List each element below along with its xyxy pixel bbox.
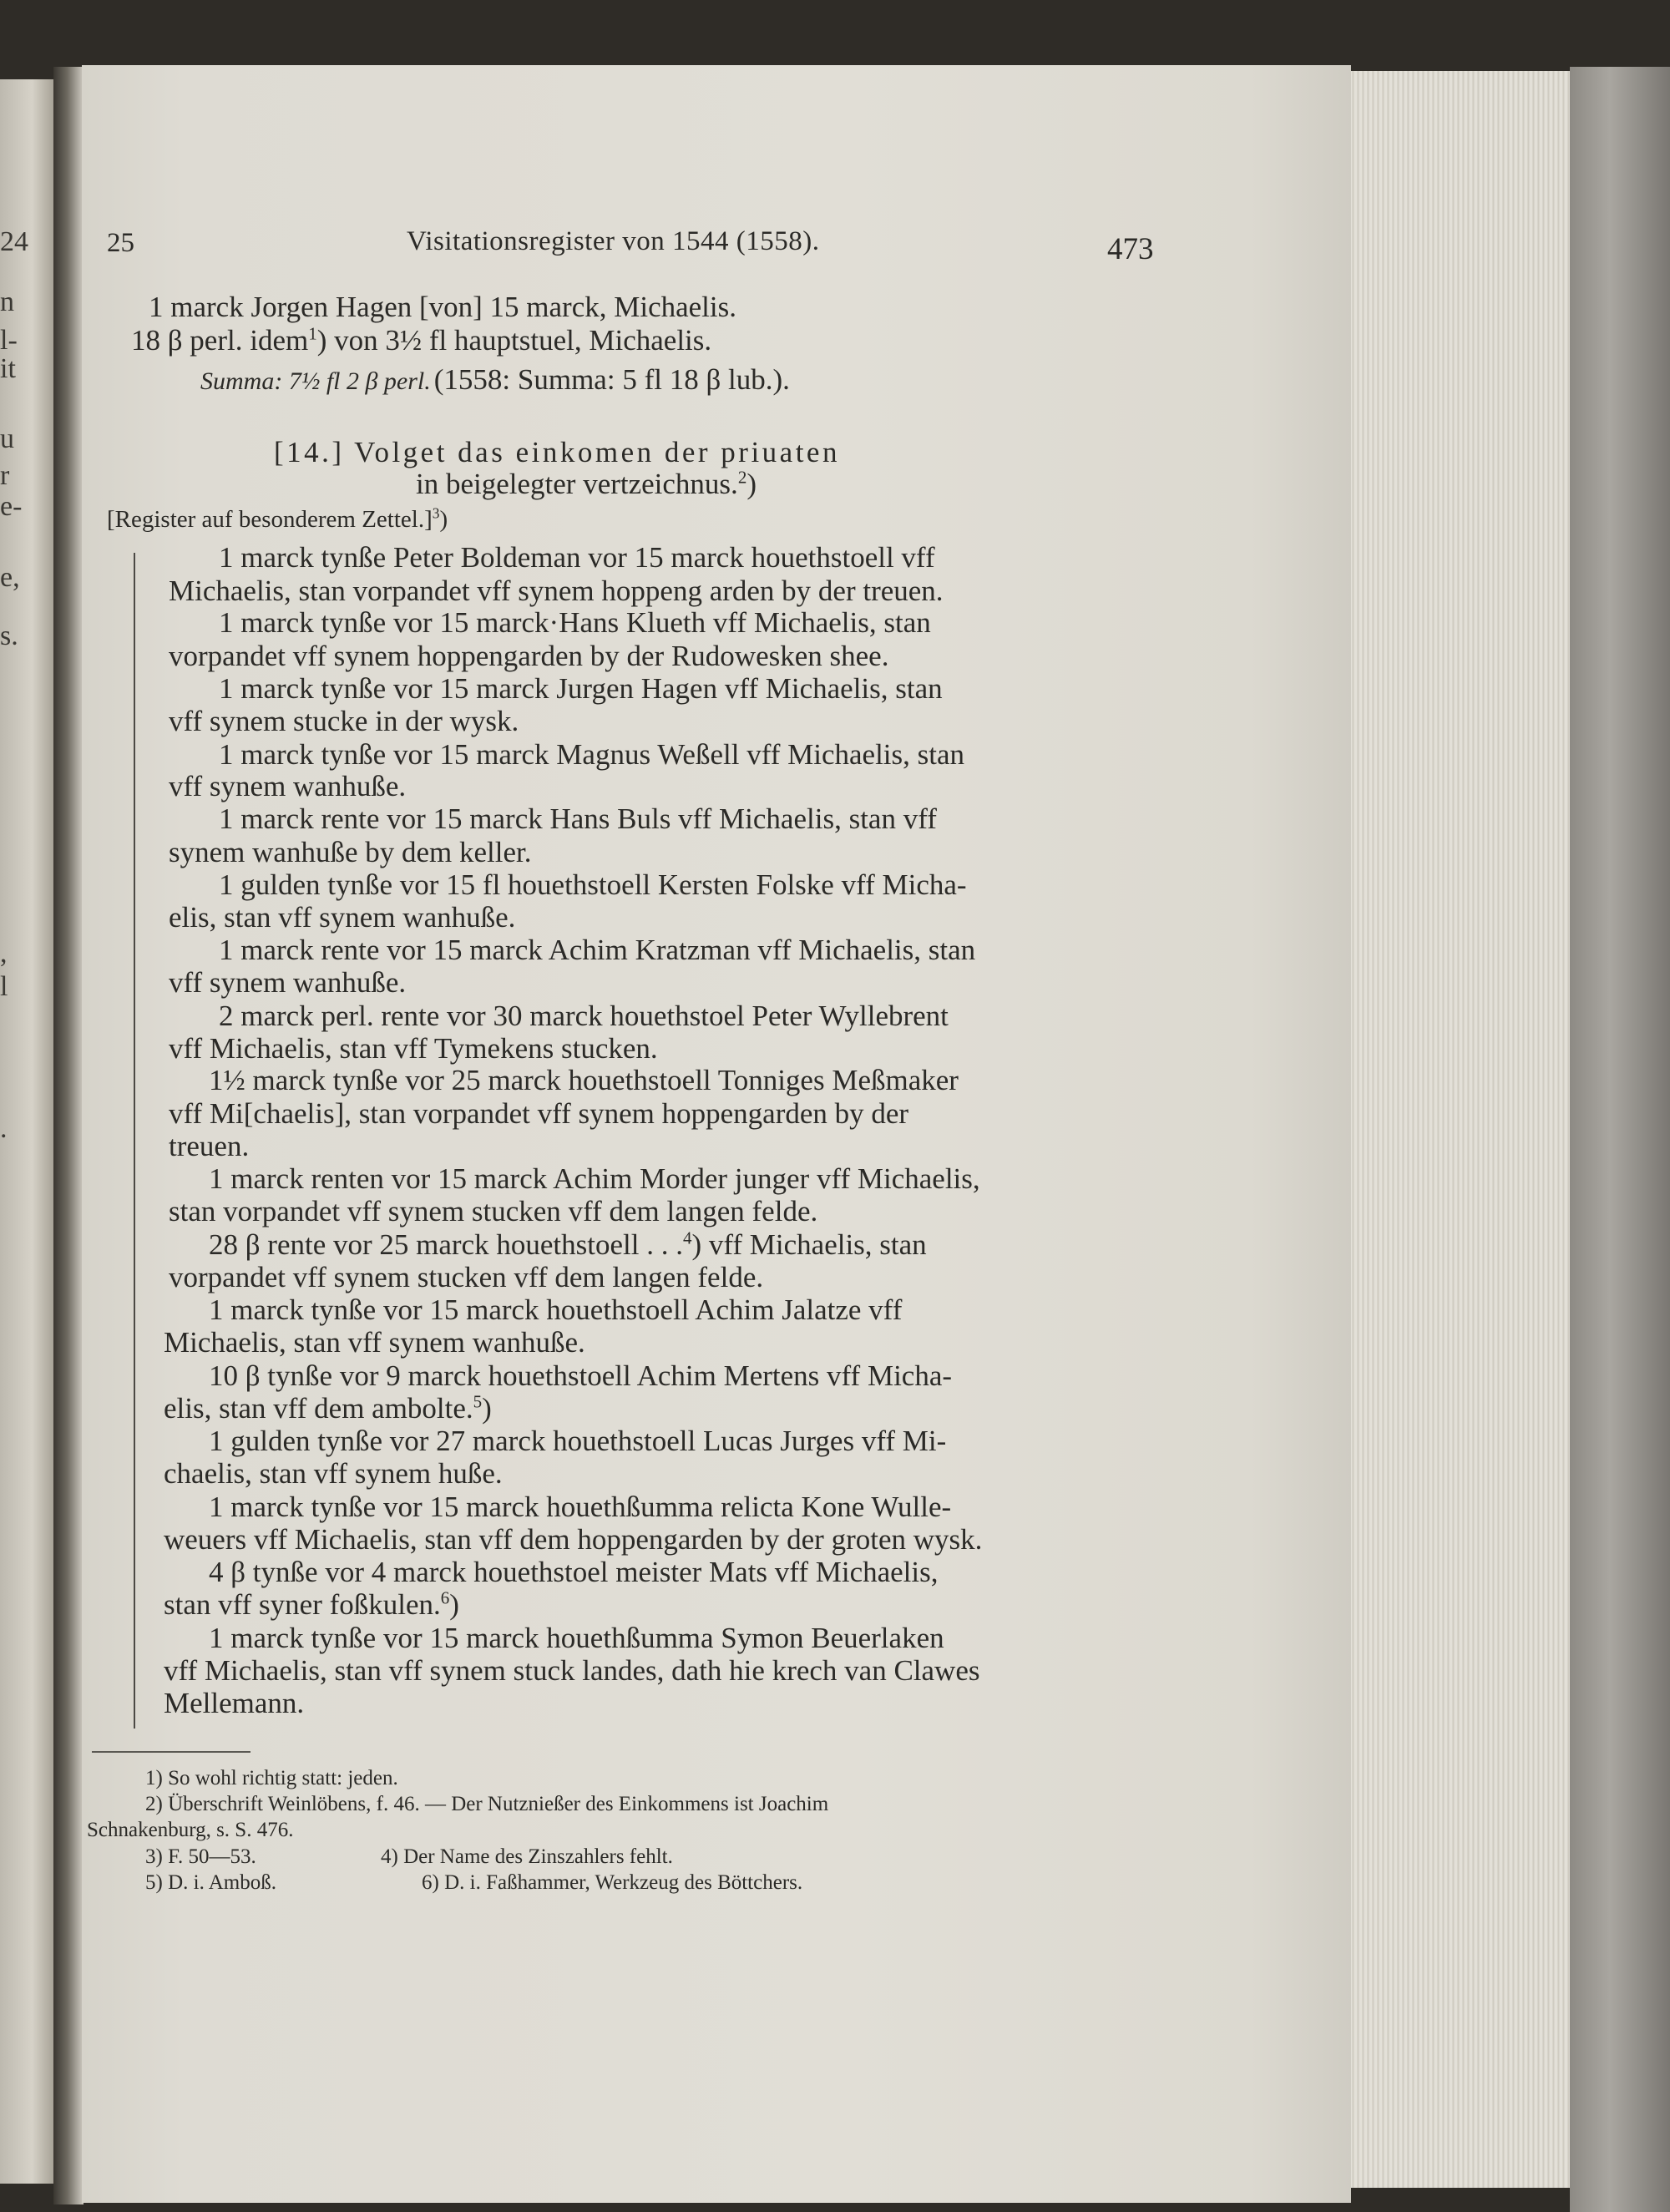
entry-line: 28 β rente vor 25 marck houethstoell . . .$^4$) vff Michaelis, stan <box>209 1227 927 1261</box>
entry-line: vff synem wanhuße. <box>169 770 407 802</box>
entry-line: 1 gulden tynße vor 27 marck houethstoell Lucas Jurges vff Mi- <box>209 1425 947 1457</box>
entry-line: Michaelis, stan vff synem wanhuße. <box>164 1326 585 1359</box>
text-line: 18 β perl. idem$^1$) von 3½ fl hauptstuel, Michaelis. <box>131 323 712 357</box>
left-margin-fragment: n <box>0 286 14 317</box>
left-margin-fragment: r <box>0 460 10 491</box>
entry-line: Mellemann. <box>164 1687 305 1719</box>
left-page-edge <box>0 79 53 2184</box>
entry-line: 1 marck tynße vor 15 marck houethßumma Symon Beuerlaken <box>209 1622 944 1654</box>
text-line: 1 marck Jorgen Hagen [von] 15 marck, Michaelis. <box>149 291 736 323</box>
running-title: Visitationsregister von 1544 (1558). <box>407 226 820 256</box>
book-cover <box>1570 67 1670 2212</box>
footnote-ref: 4 <box>682 1227 692 1248</box>
footnote-rule <box>92 1751 250 1753</box>
entry-line: vff synem wanhuße. <box>169 966 407 999</box>
left-margin-fragment: l- <box>0 325 18 356</box>
left-margin-fragment: 24 <box>0 226 28 257</box>
entry-line: elis, stan vff dem ambolte.$^5$) <box>164 1391 492 1425</box>
summa-rest: (1558: Summa: 5 fl 18 β lub.). <box>433 363 790 396</box>
footnote: 2) Überschrift Weinlöbens, f. 46. — Der Nutznießer des Einkommens ist Joachim <box>145 1793 829 1815</box>
entry-line: 2 marck perl. rente vor 30 marck houethstoel Peter Wyllebrent <box>219 1000 949 1032</box>
left-margin-fragment: u <box>0 423 14 454</box>
entry-line: synem wanhuße by dem keller. <box>169 836 532 868</box>
entry-line: vff Michaelis, stan vff synem stuck landes, dath hie krech van Clawes <box>164 1654 980 1687</box>
margin-bracket-line <box>134 553 135 1729</box>
header-left-number: 25 <box>107 228 134 258</box>
entry-line: vff Mi[chaelis], stan vorpandet vff synem hoppengarden by der <box>169 1097 909 1130</box>
left-margin-fragment: s. <box>0 620 18 651</box>
summa-line <box>200 365 790 394</box>
left-margin-fragment: e- <box>0 491 23 522</box>
entry-line: vff synem stucke in der wysk. <box>169 705 519 737</box>
footnote: 3) F. 50—53. <box>145 1845 256 1868</box>
footnote-ref: 3 <box>432 504 440 522</box>
entry-line: 1 gulden tynße vor 15 fl houethstoell Kersten Folske vff Micha- <box>219 868 967 901</box>
footnote: 4) Der Name des Zinszahlers fehlt. <box>381 1845 673 1868</box>
entry-line: chaelis, stan vff synem huße. <box>164 1457 503 1490</box>
footnote: Schnakenburg, s. S. 476. <box>87 1819 294 1841</box>
summa-italic: Summa: 7½ fl 2 β perl. <box>200 367 431 395</box>
section-heading-line2: in beigelegter vertzeichnus.$^2$) <box>416 467 757 500</box>
entry-line: stan vorpandet vff synem stucken vff dem langen felde. <box>169 1195 818 1227</box>
left-margin-fragment: l <box>0 971 8 1002</box>
entry-line: 1 marck tynße vor 15 marck houethstoell Achim Jalatze vff <box>209 1293 903 1326</box>
entry-line: 1 marck tynße vor 15 marck·Hans Klueth vff Michaelis, stan <box>219 606 931 639</box>
entry-line: 1 marck rente vor 15 marck Achim Kratzman vff Michaelis, stan <box>219 934 976 966</box>
left-margin-fragment: e, <box>0 562 20 593</box>
left-margin-fragment: . <box>0 1113 8 1144</box>
entry-line: 1 marck tynße vor 15 marck Jurgen Hagen vff Michaelis, stan <box>219 672 943 705</box>
left-margin-fragment: , <box>0 938 8 969</box>
entry-line: vorpandet vff synem hoppengarden by der Rudowesken shee. <box>169 640 889 672</box>
footnote: 1) So wohl richtig statt: jeden. <box>145 1767 398 1789</box>
entry-line: weuers vff Michaelis, stan vff dem hoppengarden by der groten wysk. <box>164 1523 983 1556</box>
footnote-ref: 6 <box>440 1587 450 1608</box>
entry-line: 1 marck tynße vor 15 marck Magnus Weßell vff Michaelis, stan <box>219 738 965 771</box>
left-margin-fragment: it <box>0 353 16 384</box>
entry-line: vorpandet vff synem stucken vff dem langen felde. <box>169 1261 764 1293</box>
footnote-ref: 1 <box>308 323 317 344</box>
book-gutter <box>53 67 84 2204</box>
entry-line: 4 β tynße vor 4 marck houethstoel meister Mats vff Michaelis, <box>209 1556 939 1588</box>
footnote: 6) D. i. Faßhammer, Werkzeug des Böttchers. <box>422 1871 803 1894</box>
section-heading: [14.] Volget das einkomen der priuaten <box>274 436 840 468</box>
page-block-edge <box>1344 71 1574 2188</box>
register-note: [Register auf besonderem Zettel.]$^3$) <box>107 504 448 533</box>
entry-line: 1 marck renten vor 15 marck Achim Morder junger vff Michaelis, <box>209 1162 980 1195</box>
entry-line: 1 marck rente vor 15 marck Hans Buls vff Michaelis, stan vff <box>219 802 937 835</box>
footnote-ref: 5 <box>473 1391 483 1412</box>
entry-line: 1 marck tynße vor 15 marck houethßumma relicta Kone Wulle- <box>209 1491 952 1523</box>
entry-line: stan vff syner foßkulen.$^6$) <box>164 1587 459 1621</box>
entry-line: vff Michaelis, stan vff Tymekens stucken. <box>169 1032 658 1065</box>
entry-line: 10 β tynße vor 9 marck houethstoell Achim Mertens vff Micha- <box>209 1359 953 1392</box>
footnote-ref: 2 <box>737 467 747 488</box>
page-number: 473 <box>1107 232 1154 266</box>
footnote: 5) D. i. Amboß. <box>145 1871 276 1894</box>
entry-line: Michaelis, stan vorpandet vff synem hoppeng arden by der treuen. <box>169 575 944 607</box>
entry-line: elis, stan vff synem wanhuße. <box>169 901 516 934</box>
entry-line: 1½ marck tynße vor 25 marck houethstoell Tonniges Meßmaker <box>209 1064 959 1096</box>
entry-line: 1 marck tynße Peter Boldeman vor 15 marck houethstoell vff <box>219 541 935 574</box>
entry-line: treuen. <box>169 1130 250 1162</box>
